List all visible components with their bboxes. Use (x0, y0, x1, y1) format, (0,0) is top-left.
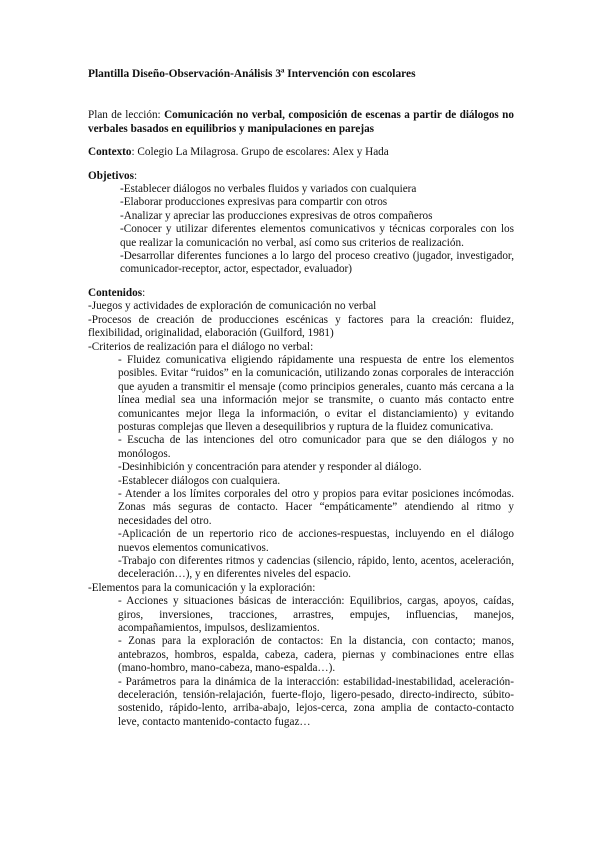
criteria-item: - Fluidez comunicativa eligiendo rápidamente una respuesta de entre los elementos posibles. Evitar “ruidos” en la comunicación, utilizando zonas corporales de interacción que ayuden a transmitir el mensaje (como principios generales, cuanto más cercana a la línea medial sea una información mejor se transmite, o cuanto más contacto entre comunicantes mejor llega la información, o evitar el distanciamiento) y evitando posturas complejas que lleven a desequilibrios y ruptura de la fluidez comunicativa. (118, 353, 514, 433)
lesson-plan-label: Plan de lección: (88, 109, 165, 122)
objectives-label: Objetivos (88, 169, 134, 182)
criteria-item: - Atender a los límites corporales del otro y propios para evitar posiciones incómodas. Zonas más seguras de contacto. Hacer “empáticamente” atendiendo al ritmo y necesidades del otro. (118, 487, 514, 527)
contents-item: -Criterios de realización para el diálogo no verbal: (88, 340, 314, 353)
elements-item: - Parámetros para la dinámica de la interacción: estabilidad-inestabilidad, aceleración-deceleración, tensión-relajación, fuerte-flojo, ligero-pesado, directo-indirecto, súbito-sostenido, rápido-lento, arriba-abajo, lejos-cerca, zona amplia de contacto-contacto leve, contacto mantenido-contacto fugaz… (118, 675, 514, 728)
criteria-item: -Establecer diálogos con cualquiera. (118, 474, 281, 487)
objective-item: -Desarrollar diferentes funciones a lo largo del proceso creativo (jugador, investigador, comunicador-receptor, actor, espectador, evaluador) (120, 250, 514, 276)
context-text: : Colegio La Milagrosa. Grupo de escolares: Alex y Hada (131, 146, 389, 159)
criteria-item: - Escucha de las intenciones del otro comunicador para que se den diálogos y no monólogos. (118, 434, 514, 460)
contents-suffix: : (142, 286, 146, 299)
objective-item: -Analizar y apreciar las producciones expresivas de otros compañeros (120, 209, 433, 222)
lesson-plan (88, 109, 514, 136)
objective-item: -Conocer y utilizar diferentes elementos comunicativos y técnicas corporales con los que realizar la comunicación no verbal, así como sus criterios de realización. (120, 223, 514, 249)
criteria-item: -Desinhibición y concentración para atender y responder al diálogo. (118, 461, 422, 474)
objectives-heading (88, 170, 514, 183)
document-title: Plantilla Diseño-Observación-Análisis 3ª Intervención con escolares (88, 68, 416, 80)
elements-item: - Acciones y situaciones básicas de interacción: Equilibrios, cargas, apoyos, caídas, giros, inversiones, tracciones, arrastres, empujes, influencias, manejos, acompañamientos, impulsos, deslizamientos. (118, 595, 514, 635)
contents-heading (88, 287, 514, 300)
criteria-item: -Aplicación de un repertorio rico de acciones-respuestas, incluyendo en el diálogo nuevos elementos comunicativos. (118, 528, 514, 554)
elements-item: - Zonas para la exploración de contactos: En la distancia, con contacto; manos, antebrazos, hombros, espalda, cabeza, cadera, piernas y combinaciones entre ellas (mano-hombro, mano-cabeza, mano-espalda…). (118, 635, 514, 675)
contents-item: -Elementos para la comunicación y la exploración: (88, 581, 316, 594)
contents-item: -Juegos y actividades de exploración de comunicación no verbal (88, 300, 377, 313)
lesson-plan-title: Comunicación no verbal, composición de escenas a partir de diálogos no verbales basados en equilibrios y manipulaciones en parejas (88, 109, 514, 135)
objective-item: -Establecer diálogos no verbales fluidos y variados con cualquiera (120, 183, 417, 196)
elements-list (118, 595, 514, 729)
objective-item: -Elaborar producciones expresivas para compartir con otros (120, 196, 388, 209)
context-label: Contexto (88, 146, 132, 159)
contents-label: Contenidos (88, 286, 143, 299)
context-line (88, 146, 514, 159)
criteria-list (118, 354, 514, 582)
criteria-item: -Trabajo con diferentes ritmos y cadencias (silencio, rápido, lento, acentos, aceleración, deceleración…), y en diferentes niveles del espacio. (118, 555, 514, 581)
objectives-list (120, 183, 514, 277)
contents-item: -Procesos de creación de producciones escénicas y factores para la creación: fluidez, flexibilidad, originalidad, elaboración (Guilford, 1981) (88, 313, 514, 340)
objectives-suffix: : (134, 169, 138, 182)
